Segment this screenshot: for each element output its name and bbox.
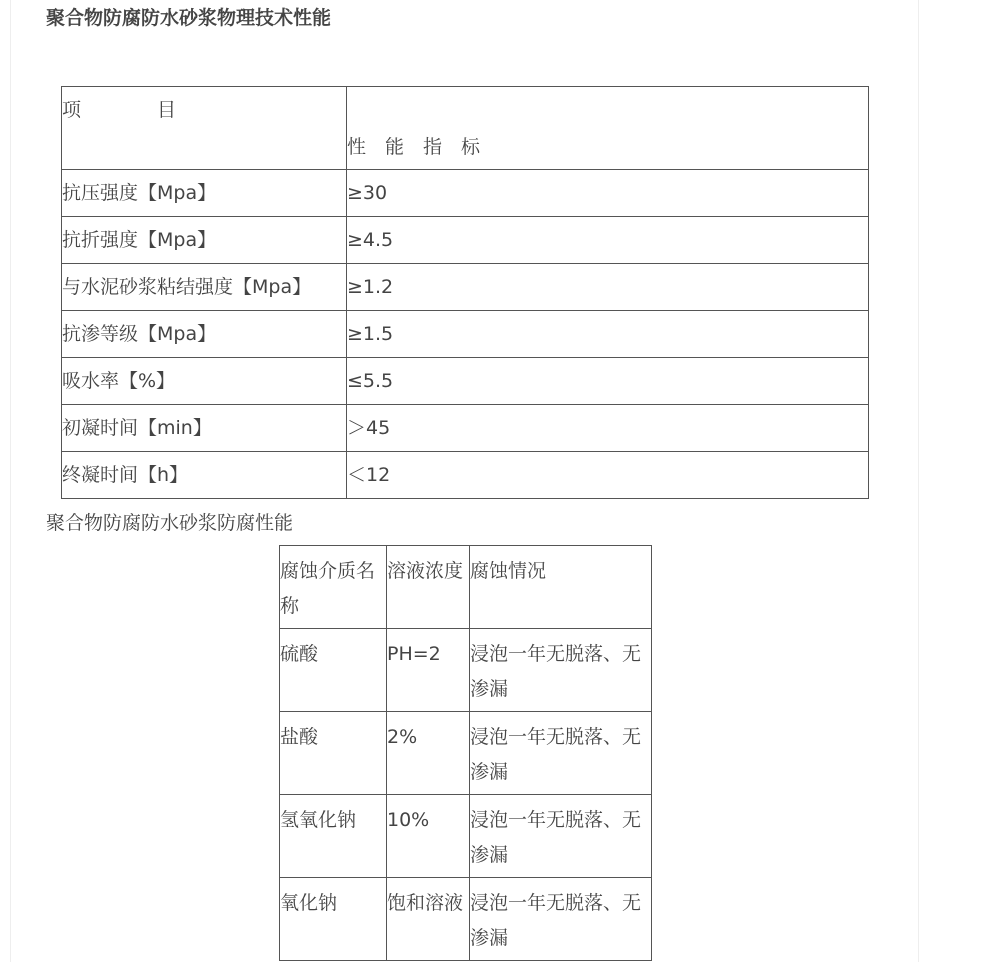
table-row	[62, 405, 869, 452]
table-cell-condition: 浸泡一年无脱落、无渗漏	[470, 629, 652, 712]
table-cell-value: ≥1.5	[347, 311, 869, 358]
physical-properties-table	[61, 86, 869, 499]
header-item-label: 项 目	[62, 99, 177, 121]
section-subtitle: 聚合物防腐防水砂浆防腐性能	[46, 512, 294, 534]
table-cell-condition: 浸泡一年无脱落、无渗漏	[470, 878, 652, 961]
table-row	[62, 170, 869, 217]
corrosion-resistance-table	[279, 545, 652, 961]
table-cell-value: ≥4.5	[347, 217, 869, 264]
table-cell-value: ≥30	[347, 170, 869, 217]
table-cell-medium: 硫酸	[280, 629, 387, 712]
table-row	[62, 452, 869, 499]
header-cell-concentration: 溶液浓度	[387, 546, 470, 629]
table-cell-medium: 盐酸	[280, 712, 387, 795]
table-cell-value: ＞45	[347, 405, 869, 452]
table-cell-value: ≥1.2	[347, 264, 869, 311]
table-cell-item: 抗渗等级【Mpa】	[62, 311, 347, 358]
table-header-row	[280, 546, 652, 629]
table-cell-item: 终凝时间【h】	[62, 452, 347, 499]
table-cell-concentration: 饱和溶液	[387, 878, 470, 961]
table-cell-item: 吸水率【%】	[62, 358, 347, 405]
table-row	[280, 629, 652, 712]
table-cell-value: ≤5.5	[347, 358, 869, 405]
table-cell-condition: 浸泡一年无脱落、无渗漏	[470, 795, 652, 878]
table-row	[62, 264, 869, 311]
table-cell-concentration: PH=2	[387, 629, 470, 712]
table-cell-medium: 氢氧化钠	[280, 795, 387, 878]
table-cell-medium: 氧化钠	[280, 878, 387, 961]
page-title: 聚合物防腐防水砂浆物理技术性能	[46, 7, 332, 29]
table-row	[280, 878, 652, 961]
table-cell-item: 抗折强度【Mpa】	[62, 217, 347, 264]
table-header-row	[62, 87, 869, 170]
table-row	[62, 217, 869, 264]
header-cell-index	[347, 87, 869, 170]
table-cell-item: 初凝时间【min】	[62, 405, 347, 452]
table-cell-concentration: 10%	[387, 795, 470, 878]
table-cell-concentration: 2%	[387, 712, 470, 795]
header-cell-condition: 腐蚀情况	[470, 546, 652, 629]
table-cell-item: 抗压强度【Mpa】	[62, 170, 347, 217]
table-row	[280, 712, 652, 795]
header-index-label: 性 能 指 标	[347, 136, 481, 158]
table-cell-value: ＜12	[347, 452, 869, 499]
table-row	[62, 311, 869, 358]
header-cell-medium: 腐蚀介质名称	[280, 546, 387, 629]
table-cell-item: 与水泥砂浆粘结强度【Mpa】	[62, 264, 347, 311]
table-cell-condition: 浸泡一年无脱落、无渗漏	[470, 712, 652, 795]
header-cell-item	[62, 87, 347, 170]
table-row	[280, 795, 652, 878]
table-row	[62, 358, 869, 405]
